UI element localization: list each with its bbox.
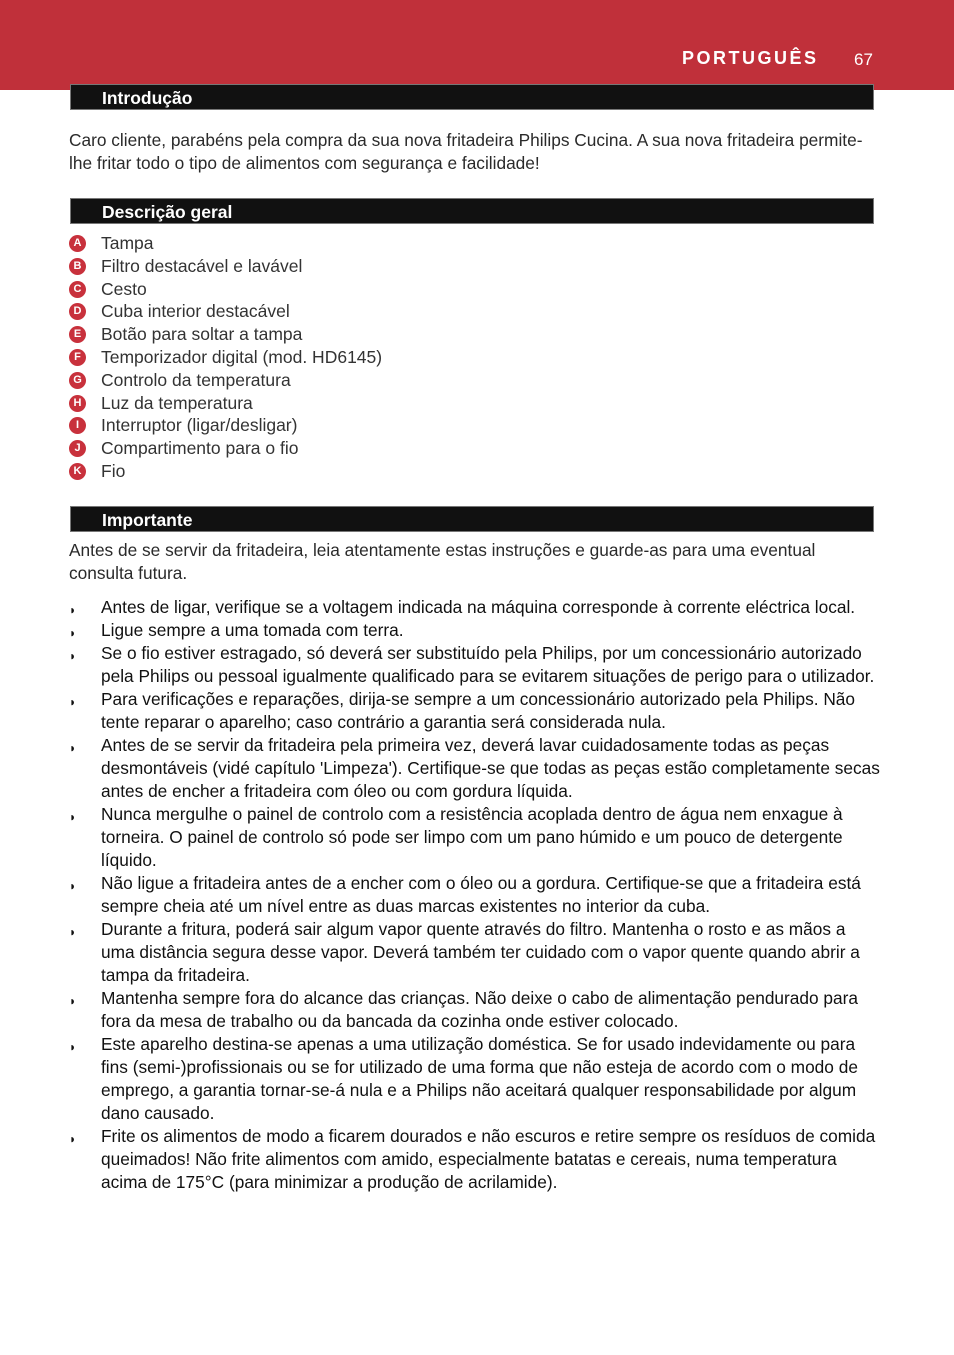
- part-letter-badge: H: [69, 395, 86, 412]
- part-item: [69, 414, 382, 437]
- part-item: [69, 369, 382, 392]
- part-letter-badge: K: [69, 463, 86, 480]
- warning-item: [69, 1125, 881, 1194]
- part-item: [69, 232, 382, 255]
- warnings-list: [69, 596, 881, 1194]
- part-item: [69, 278, 382, 301]
- warning-item: [69, 1033, 881, 1125]
- section-title-important: Importante: [70, 506, 874, 532]
- part-item: [69, 323, 382, 346]
- part-label: Temporizador digital (mod. HD6145): [101, 346, 383, 367]
- part-letter-badge: A: [69, 235, 86, 252]
- parts-list: [69, 232, 382, 483]
- part-letter-badge: J: [69, 440, 86, 457]
- warning-item: [69, 688, 881, 734]
- section-title-overview: Descrição geral: [70, 198, 874, 224]
- warning-item: [69, 642, 881, 688]
- part-label: Cesto: [101, 278, 147, 299]
- part-label: Botão para soltar a tampa: [101, 324, 303, 345]
- part-letter-badge: C: [69, 281, 86, 298]
- bullet-icon: ◗: [69, 1040, 77, 1054]
- part-letter-badge: E: [69, 326, 86, 343]
- warning-text: Este aparelho destina-se apenas a uma utilização doméstica. Se for usado indevidamente ou para fins (semi-)profissionais ou se for utilizado de uma forma que não esteja de acordo com o modo de emprego, a garantia tornar-se-á nula e a Philips não aceitará qualquer responsabilidade por algum dano causado.: [101, 1034, 858, 1123]
- bullet-icon: ◗: [69, 925, 77, 939]
- warning-item: [69, 872, 881, 918]
- part-label: Controlo da temperatura: [101, 369, 291, 390]
- warning-item: [69, 803, 881, 872]
- part-item: [69, 460, 382, 483]
- warning-text: Ligue sempre a uma tomada com terra.: [101, 620, 404, 640]
- bullet-icon: ◗: [69, 1132, 77, 1146]
- bullet-icon: ◗: [69, 649, 77, 663]
- part-item: [69, 255, 382, 278]
- bullet-icon: ◗: [69, 695, 77, 709]
- bullet-icon: ◗: [69, 741, 77, 755]
- part-label: Fio: [101, 460, 126, 481]
- bullet-icon: ◗: [69, 879, 77, 893]
- part-letter-badge: F: [69, 349, 86, 366]
- warning-text: Frite os alimentos de modo a ficarem dourados e não escuros e retire sempre os resíduos de comida queimados! Não frite alimentos com amido, especialmente batatas e cereais, numa temperatura acima de 175°C (para minimizar a produção de acrilamide).: [101, 1126, 876, 1192]
- part-label: Luz da temperatura: [101, 392, 253, 413]
- part-letter-badge: I: [69, 417, 86, 434]
- part-letter-badge: B: [69, 258, 86, 275]
- part-item: [69, 392, 382, 415]
- warning-item: [69, 918, 881, 987]
- bullet-icon: ◗: [69, 810, 77, 824]
- language-heading: PORTUGUÊS: [682, 48, 819, 68]
- part-label: Interruptor (ligar/desligar): [101, 415, 298, 436]
- part-letter-badge: G: [69, 372, 86, 389]
- intro-paragraph: Caro cliente, parabéns pela compra da sua nova fritadeira Philips Cucina. A sua nova fritadeira permite-lhe fritar todo o tipo de alimentos com segurança e facilidade!: [69, 130, 863, 173]
- part-item: [69, 437, 382, 460]
- part-label: Filtro destacável e lavável: [101, 255, 303, 276]
- part-label: Compartimento para o fio: [101, 438, 299, 459]
- important-paragraph: Antes de se servir da fritadeira, leia atentamente estas instruções e guarde-as para uma eventual consulta futura.: [69, 540, 816, 583]
- warning-item: [69, 619, 881, 642]
- bullet-icon: ◗: [69, 994, 77, 1008]
- header-band: [0, 0, 954, 90]
- page-number: 67: [854, 50, 873, 69]
- warning-text: Se o fio estiver estragado, só deverá ser substituído pela Philips, por um concessionário autorizado pela Philips ou pessoal igualmente qualificado para se evitarem situações de perigo para o utilizador.: [101, 643, 875, 686]
- warning-text: Para verificações e reparações, dirija-se sempre a um concessionário autorizado pela Philips. Não tente reparar o aparelho; caso contrário a garantia será considerada nula.: [101, 689, 856, 732]
- bullet-icon: ◗: [69, 603, 77, 617]
- part-label: Tampa: [101, 233, 154, 253]
- warning-item: [69, 734, 881, 803]
- warning-item: [69, 596, 881, 619]
- warning-item: [69, 987, 881, 1033]
- part-item: [69, 346, 382, 369]
- warning-text: Não ligue a fritadeira antes de a encher com o óleo ou a gordura. Certifique-se que a fritadeira está sempre cheia até um nível entre as duas marcas existentes no interior da cuba.: [101, 873, 861, 916]
- part-item: [69, 300, 382, 323]
- bullet-icon: ◗: [69, 626, 77, 640]
- section-title-intro: Introdução: [70, 84, 874, 110]
- warning-text: Nunca mergulhe o painel de controlo com a resistência acoplada dentro de água nem enxague à torneira. O painel de controlo só pode ser limpo com um pano húmido e um pouco de detergente líquido.: [101, 804, 843, 870]
- warning-text: Antes de ligar, verifique se a voltagem indicada na máquina corresponde à corrente eléctrica local.: [101, 597, 856, 617]
- part-letter-badge: D: [69, 303, 86, 320]
- warning-text: Antes de se servir da fritadeira pela primeira vez, deverá lavar cuidadosamente todas as peças desmontáveis (vidé capítulo 'Limpeza'). Certifique-se que todas as peças estão completamente secas antes de encher a fritadeira com óleo ou com gordura líquida.: [101, 735, 880, 801]
- part-label: Cuba interior destacável: [101, 301, 290, 322]
- warning-text: Durante a fritura, poderá sair algum vapor quente através do filtro. Mantenha o rosto e as mãos a uma distância segura desse vapor. Deverá também ter cuidado com o vapor quente quando abrir a tampa da fritadeira.: [101, 919, 860, 985]
- warning-text: Mantenha sempre fora do alcance das crianças. Não deixe o cabo de alimentação pendurado para fora da mesa de trabalho ou da bancada da cozinha onde estiver colocado.: [101, 988, 859, 1031]
